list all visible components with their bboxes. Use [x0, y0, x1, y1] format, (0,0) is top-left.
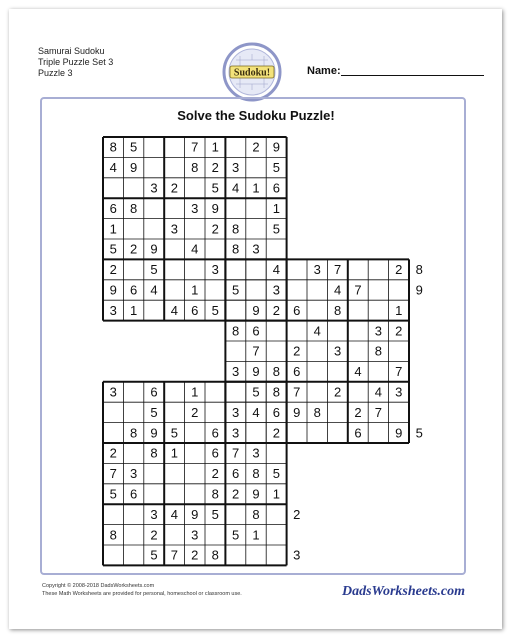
clue-digit: 6 [109, 200, 117, 216]
clue-digit: 6 [354, 425, 362, 441]
clue-digit: 3 [252, 445, 260, 461]
clue-digit: 3 [333, 343, 342, 359]
puzzle-title: Solve the Sudoku Puzzle! [177, 108, 335, 123]
clue-digit: 7 [252, 343, 260, 359]
clue-digit: 8 [109, 527, 117, 543]
clue-digit: 4 [150, 282, 158, 298]
clue-digit: 6 [272, 404, 281, 420]
clue-digit: 1 [191, 384, 199, 400]
clue-digit: 8 [129, 200, 138, 216]
clue-digit: 4 [272, 262, 281, 278]
clue-digit: 5 [252, 384, 260, 400]
clue-digit: 2 [354, 404, 362, 420]
clue-digit: 8 [150, 445, 158, 461]
clue-digit: 7 [109, 466, 117, 482]
clue-digit: 1 [191, 282, 199, 298]
clue-digit: 7 [354, 282, 362, 298]
clue-digit: 5 [231, 527, 240, 543]
clue-digit: 3 [191, 200, 199, 216]
clue-digit: 2 [109, 262, 117, 278]
clue-digit: 5 [272, 160, 281, 176]
clue-digit: 6 [129, 282, 138, 298]
clue-digit: 4 [333, 282, 342, 298]
clue-digit: 2 [211, 466, 219, 482]
clue-digit: 8 [272, 364, 281, 380]
name-label: Name: [307, 65, 341, 77]
clue-digit: 5 [231, 282, 240, 298]
clue-digit: 1 [129, 302, 138, 318]
clue-digit: 9 [272, 139, 281, 155]
clue-digit: 2 [293, 343, 301, 359]
clue-digit: 6 [211, 425, 219, 441]
clue-digit: 7 [191, 139, 199, 155]
clue-digit: 2 [293, 506, 301, 522]
clue-digit: 4 [109, 160, 117, 176]
clue-digit: 7 [374, 404, 383, 420]
clue-digit: 8 [252, 466, 260, 482]
clue-digit: 8 [109, 139, 117, 155]
clue-digit: 2 [272, 302, 281, 318]
clue-digit: 5 [211, 506, 219, 522]
clue-digit: 3 [150, 180, 158, 196]
badge-text: Sudoku! [233, 67, 271, 79]
clue-digit: 6 [252, 323, 260, 339]
clue-digit: 9 [293, 404, 301, 420]
copyright-text: Copyright © 2008-2018 DadsWorksheets.com [42, 583, 155, 589]
clue-digit: 3 [272, 282, 281, 298]
clue-digit: 9 [395, 425, 403, 441]
clue-digit: 9 [191, 506, 199, 522]
clue-digit: 3 [129, 466, 138, 482]
clue-digit: 6 [211, 445, 219, 461]
clue-digit: 8 [252, 506, 260, 522]
clue-digit: 2 [129, 241, 138, 257]
clue-digit: 1 [109, 221, 117, 237]
clue-digit: 3 [191, 527, 199, 543]
clue-digit: 3 [313, 262, 321, 278]
clue-digit: 7 [231, 445, 240, 461]
clue-digit: 1 [272, 486, 281, 502]
clue-digit: 2 [150, 527, 158, 543]
clue-digit: 4 [170, 302, 179, 318]
clue-digit: 1 [272, 200, 281, 216]
clue-digit: 9 [150, 425, 158, 441]
clue-digit: 2 [109, 445, 117, 461]
clue-digit: 4 [231, 180, 240, 196]
clue-digit: 5 [129, 139, 138, 155]
clue-digit: 6 [231, 466, 240, 482]
clue-digit: 4 [354, 364, 362, 380]
clue-digit: 5 [109, 486, 117, 502]
clue-digit: 2 [211, 160, 219, 176]
clue-digit: 3 [109, 302, 117, 318]
clue-digit: 5 [150, 404, 158, 420]
clue-digit: 7 [170, 547, 179, 563]
brand-logo-text: DadsWorksheets.com [342, 584, 466, 599]
clue-digit: 4 [374, 384, 383, 400]
clue-digit: 3 [231, 160, 240, 176]
clue-digit: 5 [272, 221, 281, 237]
clue-digit: 5 [150, 262, 158, 278]
clue-digit: 3 [150, 506, 158, 522]
clue-digit: 5 [150, 547, 158, 563]
clue-digit: 2 [191, 547, 199, 563]
clue-digit: 2 [272, 425, 281, 441]
clue-digit: 6 [191, 302, 199, 318]
clue-digit: 5 [211, 180, 219, 196]
clue-digit: 8 [415, 262, 423, 278]
clue-digit: 8 [211, 486, 219, 502]
clue-digit: 3 [252, 241, 260, 257]
clue-digit: 8 [231, 323, 240, 339]
clue-digit: 9 [415, 282, 423, 298]
clue-digit: 6 [129, 486, 138, 502]
clue-digit: 9 [252, 364, 260, 380]
clue-digit: 7 [293, 384, 301, 400]
worksheet-title: Samurai Sudoku [38, 46, 105, 56]
clue-digit: 9 [252, 486, 260, 502]
clue-digit: 6 [150, 384, 158, 400]
clue-digit: 8 [374, 343, 383, 359]
clue-digit: 6 [293, 364, 301, 380]
clue-digit: 6 [293, 302, 301, 318]
clue-digit: 5 [211, 302, 219, 318]
clue-digit: 9 [129, 160, 138, 176]
clue-digit: 2 [170, 180, 179, 196]
clue-digit: 8 [211, 547, 219, 563]
clue-digit: 8 [129, 425, 138, 441]
usage-note: These Math Worksheets are provided for personal, homeschool or classroom use. [42, 591, 242, 597]
clue-digit: 8 [231, 221, 240, 237]
clue-digit: 3 [293, 547, 301, 563]
clue-digit: 3 [231, 425, 240, 441]
clue-digit: 3 [395, 384, 403, 400]
clue-digit: 2 [333, 384, 342, 400]
clue-digit: 1 [211, 139, 219, 155]
clue-digit: 7 [333, 262, 342, 278]
clue-digit: 4 [170, 506, 179, 522]
clue-digit: 2 [395, 323, 403, 339]
clue-digit: 4 [313, 323, 321, 339]
clue-digit: 8 [313, 404, 321, 420]
clue-digit: 4 [252, 404, 260, 420]
clue-digit: 3 [109, 384, 117, 400]
clue-digit: 5 [415, 425, 423, 441]
clue-digit: 2 [191, 404, 199, 420]
clue-digit: 2 [231, 486, 240, 502]
clue-digit: 8 [333, 302, 342, 318]
clue-digit: 9 [109, 282, 117, 298]
clue-digit: 8 [191, 160, 199, 176]
clue-digit: 5 [272, 466, 281, 482]
clue-digit: 3 [231, 364, 240, 380]
clue-digit: 9 [150, 241, 158, 257]
clue-digit: 4 [191, 241, 199, 257]
worksheet-subtitle: Triple Puzzle Set 3 [38, 57, 114, 67]
clue-digit: 9 [211, 200, 219, 216]
clue-digit: 3 [231, 404, 240, 420]
clue-digit: 3 [170, 221, 179, 237]
puzzle-number: Puzzle 3 [38, 68, 73, 78]
clue-digit: 1 [252, 180, 260, 196]
clue-digit: 5 [109, 241, 117, 257]
clue-digit: 3 [211, 262, 219, 278]
dadsworksheets-logo-icon [340, 578, 466, 602]
clue-digit: 6 [272, 180, 281, 196]
clue-digit: 2 [252, 139, 260, 155]
clue-digit: 2 [211, 221, 219, 237]
clue-digit: 8 [231, 241, 240, 257]
clue-digit: 7 [395, 364, 403, 380]
clue-digit: 1 [395, 302, 403, 318]
clue-digit: 3 [374, 323, 383, 339]
clue-digit: 9 [252, 302, 260, 318]
clue-digit: 8 [272, 384, 281, 400]
clue-digit: 1 [252, 527, 260, 543]
clue-digit: 2 [395, 262, 403, 278]
clue-digit: 1 [170, 445, 179, 461]
clue-digit: 5 [170, 425, 179, 441]
